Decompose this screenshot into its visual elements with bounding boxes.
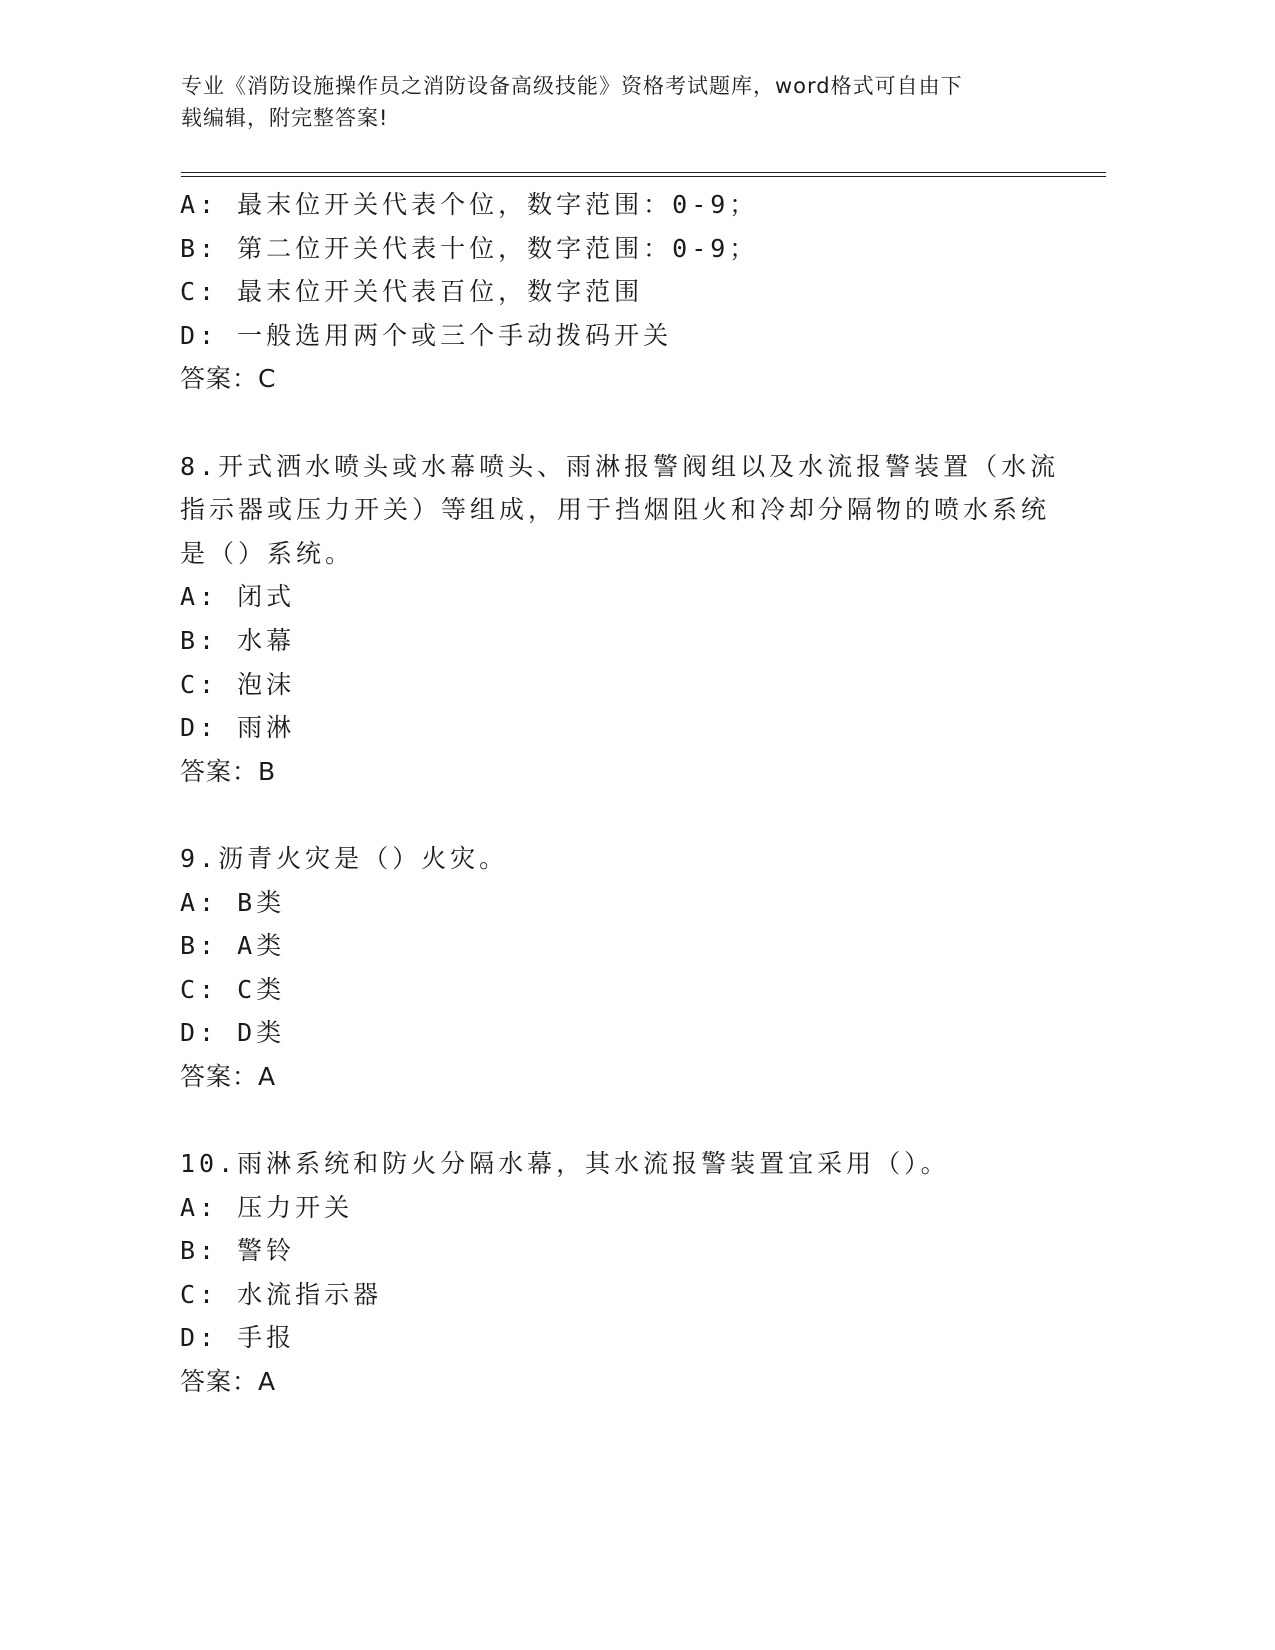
option-c: C: 最末位开关代表百位，数字范围 <box>180 277 644 307</box>
option-a: A: 最末位开关代表个位，数字范围：0-9； <box>180 190 759 219</box>
question-10 <box>180 1142 1080 1404</box>
answer: 答案：C <box>180 364 277 394</box>
question-stem-line: 9.沥青火灾是（）火灾。 <box>180 843 509 873</box>
question-stem-line: 10.雨淋系统和防火分隔水幕，其水流报警装置宜采用（）。 <box>180 1149 950 1179</box>
option-a: A: 压力开关 <box>180 1192 354 1222</box>
question-stem-line: 指示器或压力开关）等组成，用于挡烟阻火和冷却分隔物的喷水系统 <box>180 495 1051 525</box>
option-c: C: C类 <box>180 974 286 1004</box>
header-divider-bottom <box>181 176 1106 177</box>
option-d: D: 一般选用两个或三个手动拨码开关 <box>180 320 673 350</box>
spacer <box>180 1098 1080 1142</box>
option-d: D: 雨淋 <box>180 713 296 743</box>
option-b: B: 第二位开关代表十位，数字范围：0-9； <box>180 233 759 263</box>
header-divider-top <box>181 172 1106 173</box>
option-d: D: 手报 <box>180 1323 296 1353</box>
question-9 <box>180 837 1080 1099</box>
question-8 <box>180 445 1080 794</box>
question-7 <box>180 183 1080 401</box>
option-c: C: 泡沫 <box>180 669 296 699</box>
answer: 答案：A <box>180 1367 277 1397</box>
option-b: B: 警铃 <box>180 1236 296 1266</box>
option-c: C: 水流指示器 <box>180 1279 383 1309</box>
option-d: D: D类 <box>180 1018 286 1048</box>
spacer <box>180 793 1080 837</box>
option-b: B: 水幕 <box>180 625 296 655</box>
document-header <box>181 70 1041 134</box>
option-a: A: 闭式 <box>180 582 296 612</box>
header-line-1: 专业《消防设施操作员之消防设备高级技能》资格考试题库，word格式可自由下 <box>181 74 963 98</box>
header-line-2: 载编辑，附完整答案! <box>181 106 389 130</box>
option-b: B: A类 <box>180 931 286 961</box>
question-stem-line: 8.开式洒水喷头或水幕喷头、雨淋报警阀组以及水流报警装置（水流 <box>180 451 1060 481</box>
question-list <box>180 183 1080 1404</box>
answer: 答案：B <box>180 756 277 786</box>
question-stem-line: 是（）系统。 <box>180 538 355 568</box>
answer: 答案：A <box>180 1061 277 1091</box>
option-a: A: B类 <box>180 887 286 917</box>
spacer <box>180 401 1080 445</box>
